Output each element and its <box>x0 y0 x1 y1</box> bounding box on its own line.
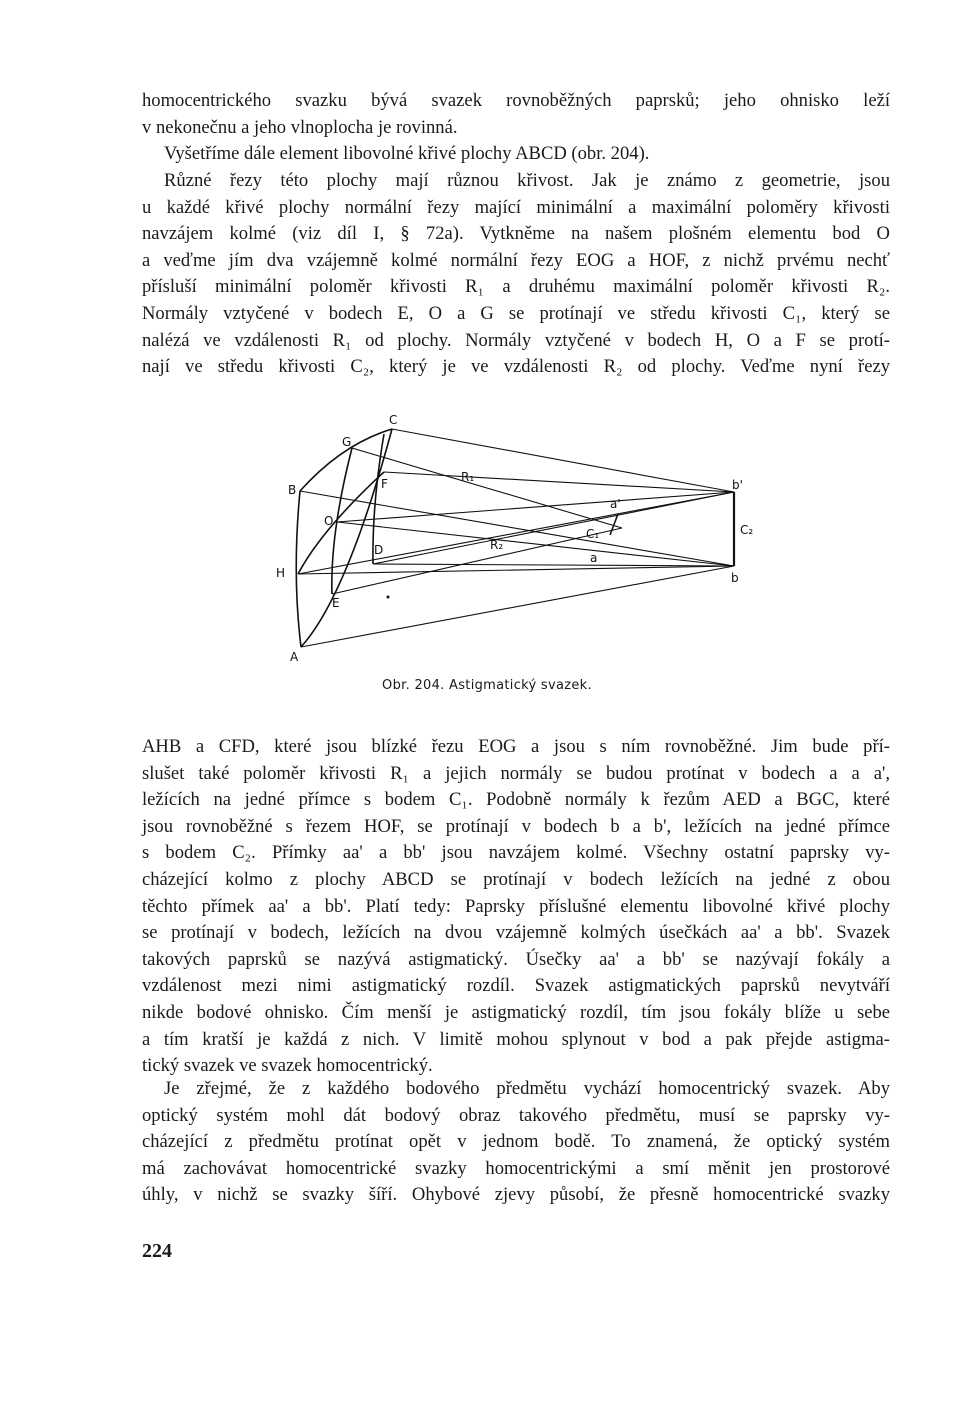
text-line: slušet také poloměr křivosti R₁ a jejich normály se budou protínat v bodech a a a', <box>142 762 890 784</box>
ray-O-bprime <box>337 492 734 522</box>
dot-mark <box>387 596 390 599</box>
paragraph-4 <box>142 734 890 1080</box>
text-line: těchto přímek aa' a bb'. Platí tedy: Paprsky příslušné elementu libovolné křivé plochy <box>142 895 890 917</box>
ray-B-b <box>300 491 734 566</box>
paragraph-3 <box>142 168 890 381</box>
surface-outline <box>296 429 392 647</box>
page-number: 224 <box>142 1240 172 1262</box>
normals <box>298 429 734 647</box>
paragraph-5 <box>142 1076 890 1209</box>
label-a: a <box>590 551 598 565</box>
text-line: Vyšetříme dále element libovolné křivé plochy ABCD (obr. 204). <box>164 143 650 164</box>
label-A: A <box>290 650 299 664</box>
label-O: O <box>324 514 334 528</box>
text-line: nají ve středu křivosti C₂, který je ve vzdálenosti R₂ od plochy. Veďme nyní řezy <box>142 356 890 378</box>
text-line: ležících na jedné přímce s bodem C₁. Podobně normály k řezům AED a BGC, které <box>142 789 890 811</box>
text-line: se protínají v bodech, ležících na dvou vzájemně kolmých úsečkách aa' a bb'. Svazek <box>142 922 890 944</box>
label-C2: C₂ <box>740 523 754 537</box>
text-line: jsou rovnoběžné s řezem HOF, se protínají v bodech b a b', ležících na jedné přímce <box>142 815 890 837</box>
label-B: B <box>288 483 297 497</box>
arc-HOF <box>298 472 384 574</box>
figure-caption: Obr. 204. Astigmatický svazek. <box>382 678 592 693</box>
ray-D-bprime <box>373 492 734 564</box>
text-line: a veďme jím dva vzájemně kolmé normální řezy EOG a HOF, z nichž prvému nechť <box>142 249 890 271</box>
edge-ADC <box>301 429 392 647</box>
text-line: vzdálenost mezi nimi astigmatický rozdíl. Svazek astigmatických paprsků nevytváří <box>142 975 890 997</box>
text-line: AHB a CFD, které jsou blízké řezu EOG a jsou s ním rovnoběžné. Jim bude pří- <box>142 736 890 757</box>
label-a-prime: a' <box>610 497 621 511</box>
text-line: úhly, v nichž se svazky šíří. Ohybové zjevy působí, že přesně homocentrické svazky <box>142 1184 890 1206</box>
text-line: má zachovávat homocentrické svazky homocentrickými a smí měnit jen prostorové <box>142 1157 890 1179</box>
label-R2: R₂ <box>490 538 504 552</box>
label-E: E <box>332 596 340 610</box>
text-line: Je zřejmé, že z každého bodového předmětu vychází homocentrický svazek. Aby <box>164 1078 890 1099</box>
label-C1: C₁ <box>586 527 600 541</box>
text-line: a tím kratší je každá z nich. V limitě mohou splynout v bod a pak přejde astigma- <box>142 1028 890 1050</box>
text-line: cházející kolmo z plochy ABCD se protínají v bodech ležících na jedné z obou <box>142 868 890 890</box>
text-line: cházející z předmětu protínat opět v jednom bodě. To znamená, že optický systém <box>142 1131 890 1153</box>
label-b-prime: b' <box>732 478 743 492</box>
text-line: optický systém mohl dát bodový obraz takového předmětu, musí se paprsky vy- <box>142 1104 890 1126</box>
text-line: tický svazek ve svazek homocentrický. <box>142 1055 433 1077</box>
text-line: homocentrického svazku bývá svazek rovnoběžných paprsků; jeho ohnisko leží <box>142 90 890 111</box>
text-line: Normály vztyčené v bodech E, O a G se protínají ve středu křivosti C₁, který se <box>142 302 890 324</box>
label-D: D <box>374 543 384 557</box>
label-F: F <box>381 477 388 491</box>
ray-H-bprime <box>298 492 734 574</box>
ray-G-C1 <box>352 448 622 528</box>
text-line: nikde bodové ohnisko. Čím menší je astigmatický rozdíl, tím jsou fokály blíže u sebe <box>142 1001 890 1023</box>
label-C: C <box>389 413 398 427</box>
label-R1: R₁ <box>461 470 475 484</box>
text-line: navzájem kolmé (viz díl I, § 72a). Vytkněme na našem plošném elementu bod O <box>142 223 890 245</box>
text-line: u každé křivé plochy normální řezy mající minimální a maximální poloměry křivosti <box>142 196 890 218</box>
label-H: H <box>276 566 286 580</box>
astigmatic-beam-diagram <box>272 404 772 668</box>
text-line: Různé řezy této plochy mají různou křivost. Jak je známo z geometrie, jsou <box>164 170 890 191</box>
astigmatic-beam-figure <box>272 404 772 668</box>
paragraph-2 <box>142 141 890 168</box>
ray-D-b <box>373 564 734 566</box>
text-line: přísluší minimální poloměr křivosti R₁ a druhému maximální poloměr křivosti R₂. <box>142 276 890 298</box>
text-line: nalézá ve vzdálenosti R₁ od plochy. Normály vztyčené v bodech H, O a F se protí- <box>142 329 890 351</box>
label-b: b <box>731 571 739 585</box>
paragraph-1 <box>142 88 890 141</box>
text-line: takových paprsků se nazývá astigmatický. Úsečky aa' a bb' se nazývají fokály a <box>142 948 890 970</box>
text-line: s bodem C₂. Přímky aa' a bb' jsou navzájem kolmé. Všechny ostatní paprsky vy- <box>142 842 890 864</box>
ray-A-b <box>301 566 734 647</box>
label-G: G <box>342 435 352 449</box>
text-line: v nekonečnu a jeho vlnoplocha je rovinná. <box>142 116 458 138</box>
ray-H-b <box>298 566 734 574</box>
